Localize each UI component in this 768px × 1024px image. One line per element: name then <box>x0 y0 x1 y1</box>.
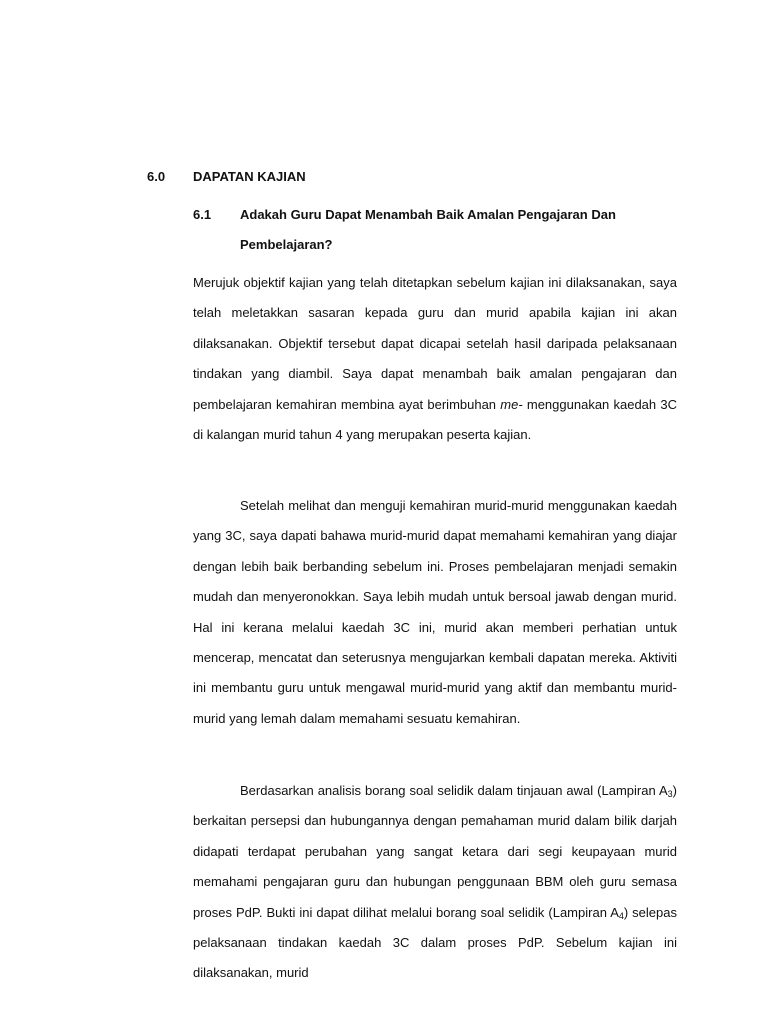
subsection-title: Adakah Guru Dapat Menambah Baik Amalan Pengajaran Dan Pembelajaran? <box>240 207 616 253</box>
paragraph-3-text-a: Berdasarkan analisis borang soal selidik dalam tinjauan awal (Lampiran A <box>240 783 668 798</box>
paragraph-3-text-b: ) berkaitan persepsi dan hubungannya dengan pemahaman murid dalam bilik darjah didapati terdapat perubahan yang sangat ketara dari segi keupayaan murid memahami pengajaran guru dan hubungan penggunaan BBM oleh guru semasa proses PdP. Bukti ini dapat dilihat melalui borang soal selidik (Lampiran A <box>193 783 677 920</box>
paragraph-3-text-c: ) selepas pelaksanaan tindakan kaedah 3C dalam proses PdP. Sebelum kajian ini dilaksanakan, murid <box>193 904 677 981</box>
paragraph-3 <box>193 776 677 989</box>
paragraph-1-text-b: menggunakan kaedah 3C di kalangan murid tahun 4 yang merupakan peserta kajian. <box>193 396 677 443</box>
paragraph-1-prefix-term: me- <box>500 396 523 412</box>
paragraph-1 <box>193 268 677 450</box>
section-number: 6.0 <box>147 169 166 184</box>
paragraph-1-text-a: Merujuk objektif kajian yang telah ditetapkan sebelum kajian ini dilaksanakan, saya telah meletakkan sasaran kepada guru dan murid apabila kajian ini akan dilaksanakan. Objektif tersebut dapat dicapai setelah hasil daripada pelaksanaan tindakan yang diambil. Saya dapat menambah baik amalan pengajaran dan pembelajaran kemahiran membina ayat berimbuhan <box>193 275 677 412</box>
appendix-subscript-3: 3 <box>667 789 673 799</box>
subsection-number: 6.1 <box>193 207 212 222</box>
section-title: DAPATAN KAJIAN <box>193 169 306 184</box>
appendix-subscript-4: 4 <box>618 910 624 921</box>
paragraph-2: Setelah melihat dan menguji kemahiran murid-murid menggunakan kaedah yang 3C, saya dapati bahawa murid-murid dapat memahami kemahiran yang diajar dengan lebih baik berbanding sebelum ini. Proses pembelajaran menjadi semakin mudah dan menyeronokkan. Saya lebih mudah untuk bersoal jawab dengan murid. Hal ini kerana melalui kaedah 3C ini, murid akan memberi perhatian untuk mencerap, mencatat dan seterusnya mengujarkan kembali dapatan mereka. Aktiviti ini membantu guru untuk mengawal murid-murid yang aktif dan membantu murid-murid yang lemah dalam memahami sesuatu kemahiran. <box>193 498 677 726</box>
